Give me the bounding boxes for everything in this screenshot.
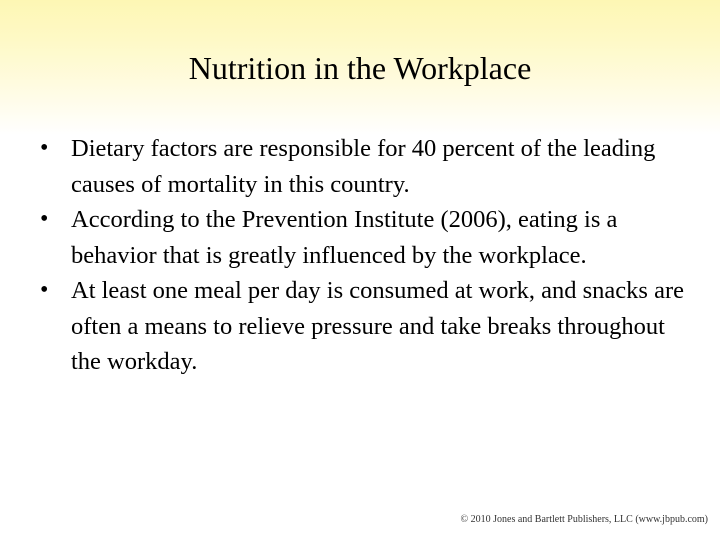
bullet-icon: •: [40, 277, 49, 303]
bullet-text: At least one meal per day is consumed at work, and snacks are often a means to relieve pressure and take breaks throughout the workday.: [71, 277, 684, 375]
bullet-text: According to the Prevention Institute (2006), eating is a behavior that is greatly influenced by the workplace.: [71, 206, 618, 269]
bullet-item: [40, 202, 690, 273]
bullet-text: Dietary factors are responsible for 40 percent of the leading causes of mortality in this country.: [71, 135, 656, 198]
bullet-item: [40, 273, 690, 380]
bullet-item: [40, 131, 690, 202]
bullet-list: [40, 131, 690, 380]
bullet-icon: •: [40, 135, 49, 161]
slide-title: Nutrition in the Workplace: [188, 50, 532, 86]
bullet-icon: •: [40, 206, 49, 232]
copyright-footer: © 2010 Jones and Bartlett Publishers, LLC (www.jbpub.com): [460, 514, 708, 525]
